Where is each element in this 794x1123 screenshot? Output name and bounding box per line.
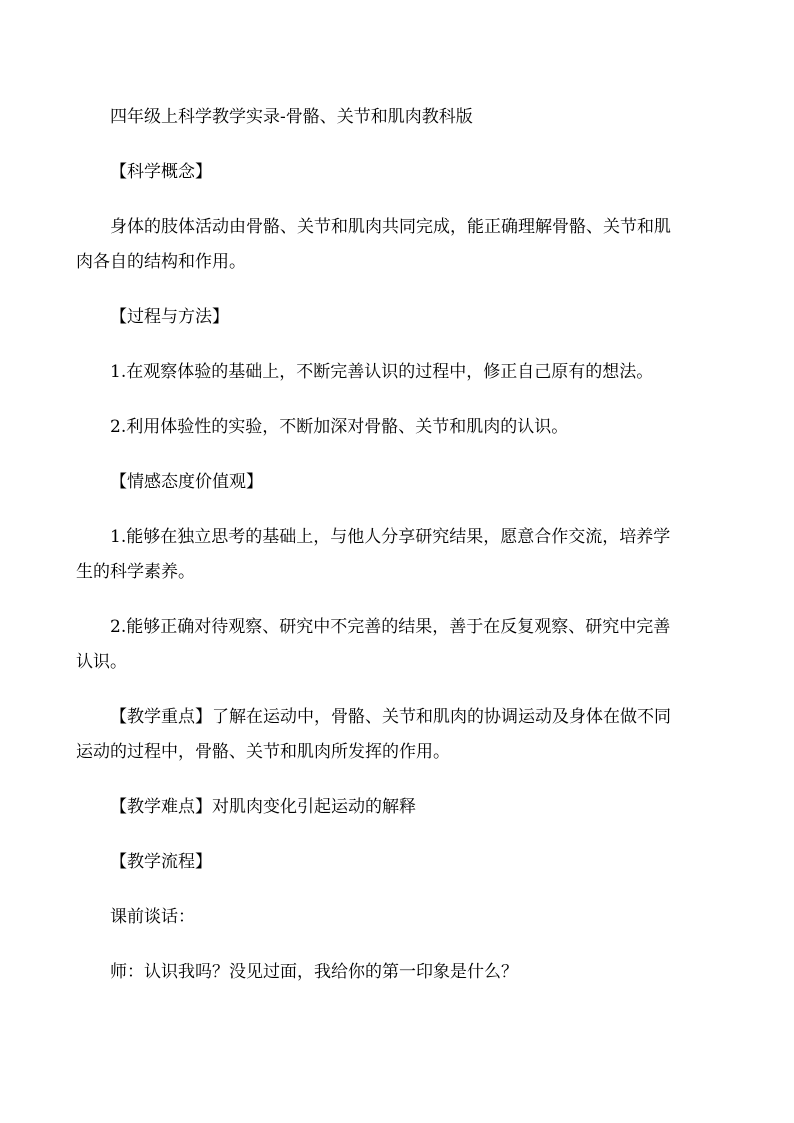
text-line: 运动的过程中，骨骼、关节和肌肉所发挥的作用。	[76, 742, 450, 762]
text-line: 2.能够正确对待观察、研究中不完善的结果，善于在反复观察、研究中完善	[110, 617, 671, 637]
text-line: 身体的肢体活动由骨骼、关节和肌肉共同完成，能正确理解骨骼、关节和肌	[110, 217, 671, 237]
paragraph-teacher: 师：认识我吗？没见过面，我给你的第一印象是什么？	[110, 962, 518, 982]
section-heading-concept: 【科学概念】	[110, 162, 212, 182]
paragraph-pre-talk: 课前谈话：	[110, 907, 195, 927]
paragraph-process-2: 2.利用体验性的实验，不断加深对骨骼、关节和肌肉的认识。	[110, 417, 569, 437]
section-heading-emotion: 【情感态度价值观】	[110, 472, 263, 492]
paragraph-process-1: 1.在观察体验的基础上，不断完善认识的过程中，修正自己原有的想法。	[110, 362, 654, 382]
paragraph-key-points	[76, 700, 730, 770]
section-heading-process: 【过程与方法】	[110, 307, 229, 327]
paragraph-emotion-1	[76, 520, 730, 590]
paragraph-emotion-2	[76, 610, 730, 680]
paragraph-difficulty: 【教学难点】对肌肉变化引起运动的解释	[110, 797, 416, 817]
text-line: 【教学重点】了解在运动中，骨骼、关节和肌肉的协调运动及身体在做不同	[110, 707, 671, 727]
text-line: 生的科学素养。	[76, 562, 195, 582]
text-line: 肉各自的结构和作用。	[76, 252, 246, 272]
document-body	[76, 100, 730, 1010]
section-heading-flow: 【教学流程】	[110, 852, 212, 872]
text-line: 认识。	[76, 652, 127, 672]
paragraph-concept	[76, 210, 730, 280]
document-title: 四年级上科学教学实录-骨骼、关节和肌肉教科版	[110, 107, 473, 127]
text-line: 1.能够在独立思考的基础上，与他人分享研究结果，愿意合作交流，培养学	[110, 527, 671, 547]
